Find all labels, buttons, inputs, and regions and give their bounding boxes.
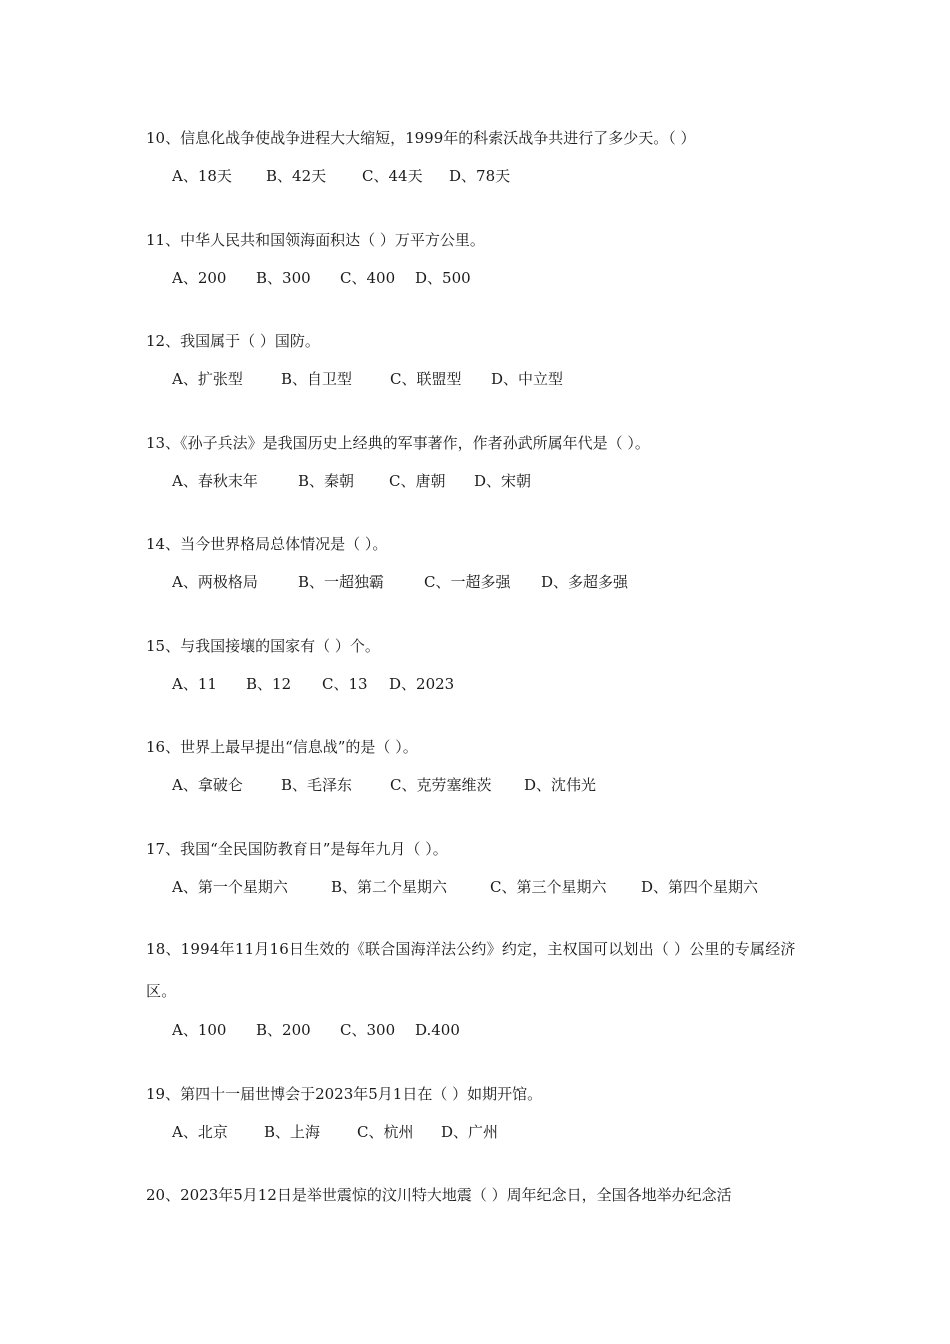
option-d: D、第四个星期六 [641,878,759,896]
option-c: C、克劳塞维茨 [390,776,492,794]
option-c: C、44天 [362,167,423,185]
option-c: C、300 [340,1021,396,1039]
option-a: A、第一个星期六 [172,878,288,896]
option-a: A、11 [172,675,217,693]
question-10: 10、信息化战争使战争进程大大缩短，1999年的科索沃战争共进行了多少天。（ ） [146,129,696,147]
option-a: A、北京 [172,1123,228,1141]
question-20: 20、2023年5月12日是举世震惊的汶川特大地震（ ）周年纪念日，全国各地举办纪念活 [146,1186,732,1204]
option-a: A、春秋末年 [172,472,258,490]
option-b: B、秦朝 [298,472,355,490]
option-c: C、第三个星期六 [490,878,607,896]
option-b: B、上海 [264,1123,321,1141]
options-13 [172,471,531,491]
option-a: A、拿破仑 [172,776,243,794]
option-d: D、广州 [441,1123,499,1141]
option-b: B、42天 [266,167,327,185]
option-b: B、第二个星期六 [331,878,448,896]
question-16: 16、世界上最早提出“信息战”的是（ ）。 [146,738,418,756]
option-b: B、200 [256,1021,311,1039]
question-15: 15、与我国接壤的国家有（ ）个。 [146,637,380,655]
question-17: 17、我国“全民国防教育日”是每年九月（ ）。 [146,840,448,858]
question-13: 13、《孙子兵法》是我国历史上经典的军事著作，作者孙武所属年代是（ ）。 [146,434,650,452]
option-d: D、宋朝 [474,472,532,490]
question-12: 12、我国属于（ ）国防。 [146,332,320,350]
option-c: C、唐朝 [389,472,446,490]
option-a: A、扩张型 [172,370,243,388]
question-19: 19、第四十一届世博会于2023年5月1日在（ ）如期开馆。 [146,1085,543,1103]
question-11: 11、中华人民共和国领海面积达（ ）万平方公里。 [146,231,485,249]
options-18 [172,1020,460,1040]
option-b: B、毛泽东 [281,776,353,794]
options-12 [172,369,563,389]
options-10 [172,166,510,186]
option-c: C、一超多强 [424,573,511,591]
options-17 [172,877,758,897]
options-16 [172,775,596,795]
option-d: D、沈伟光 [524,776,597,794]
option-c: C、400 [340,269,396,287]
option-d: D、多超多强 [541,573,629,591]
option-c: C、杭州 [357,1123,414,1141]
options-15 [172,674,454,694]
option-b: B、300 [256,269,311,287]
option-c: C、13 [322,675,368,693]
option-b: B、一超独霸 [298,573,385,591]
option-d: D、500 [415,269,471,287]
option-a: A、200 [172,269,227,287]
option-a: A、两极格局 [172,573,258,591]
option-d: D、2023 [389,675,455,693]
option-d: D.400 [415,1021,460,1039]
option-d: D、78天 [449,167,511,185]
question-14: 14、当今世界格局总体情况是（ ）。 [146,535,388,553]
options-11 [172,268,471,288]
option-a: A、18天 [172,167,232,185]
option-c: C、联盟型 [390,370,462,388]
option-a: A、100 [172,1021,227,1039]
options-19 [172,1122,498,1142]
option-b: B、自卫型 [281,370,353,388]
option-b: B、12 [246,675,292,693]
options-14 [172,572,628,592]
question-18: 18、1994年11月16日生效的《联合国海洋法公约》约定，主权国可以划出（ ）公里的专属经济区。 [146,940,796,1000]
option-d: D、中立型 [491,370,564,388]
